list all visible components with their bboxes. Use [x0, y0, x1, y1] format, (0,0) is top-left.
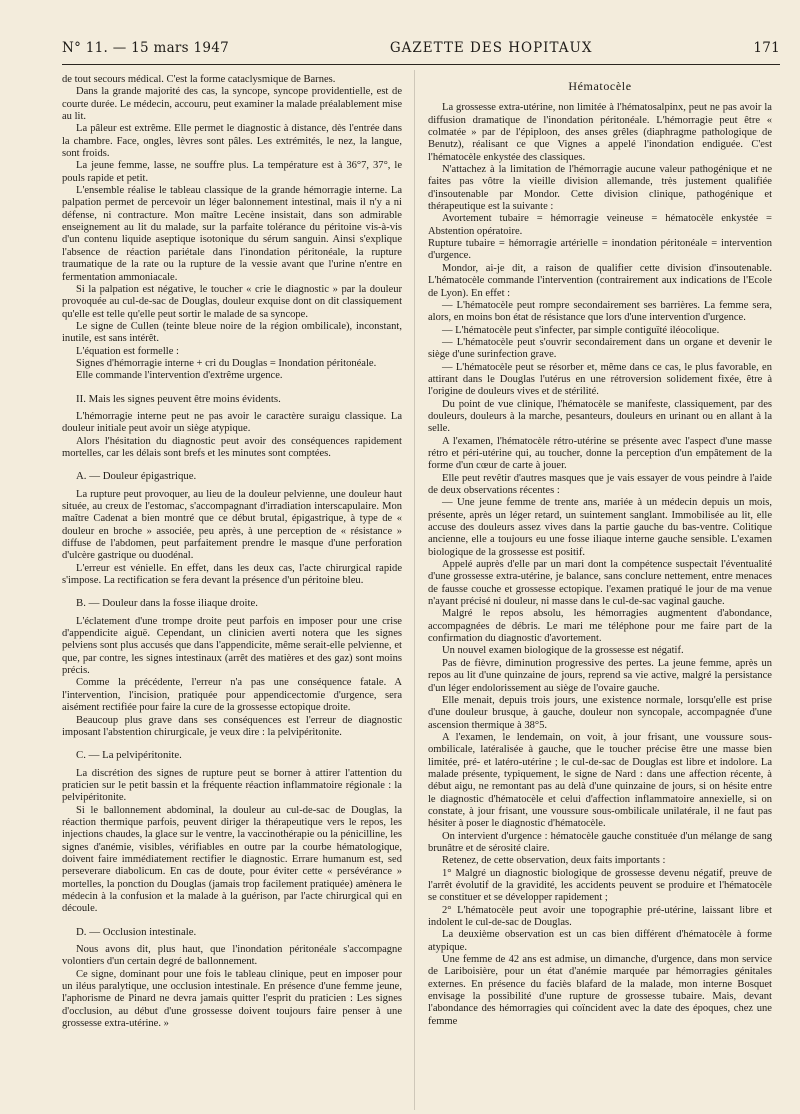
paragraph: Beaucoup plus grave dans ses conséquences est l'erreur de diagnostic imposant l'abstention chirurgicale, je veux dire : la pelvipéritonite. — [62, 714, 402, 738]
paragraph: — L'hématocèle peut se résorber et, même dans ce cas, le plus favorable, en attirant dans le Douglas l'utérus en une rétroversion solidement fixée, être à l'origine de douleurs vives et de stérilité. — [428, 361, 772, 398]
section-title: Hématocèle — [568, 79, 632, 93]
section-heading: D. — Occlusion intestinale. — [76, 925, 197, 938]
right-column — [428, 74, 772, 1028]
paragraph: La rupture peut provoquer, au lieu de la douleur pelvienne, une douleur haut située, au creux de l'estomac, s'accompagnant d'irradiation interscapulaire. Mon maître Cadenat a bien montré que ce début brutal, épigastrique, à type de « douleur en broche » associée, peu après, à une perception de « résistance » diffuse de l'abdomen, peut parfaitement prendre le masque d'une perforation d'ulcère gastrique ou duodénal. — [62, 488, 402, 562]
paragraph: Du point de vue clinique, l'hématocèle se manifeste, classiquement, par des douleurs, douleurs à la marche, pesanteurs, douleurs en urinant ou en allant à la selle. — [428, 398, 772, 435]
paragraph: N'attachez à la limitation de l'hémorragie aucune valeur pathogénique et ne faites pas vôtre la vieille division allemande, très justement qualifiée d'insoutenable par Mondor. Cette division clinique, pathogénique et thérapeutique est la suivante : — [428, 164, 772, 213]
paragraph: Comme la précédente, l'erreur n'a pas une conséquence fatale. A l'intervention, l'incision, pratiquée pour appendicectomie d'urgence, sera aisément rectifiée pour faire la cure de la grossesse ectopique droite. — [62, 677, 402, 714]
paragraph: Rupture tubaire = hémorragie artérielle = inondation péritonéale = intervention d'urgence. — [428, 238, 772, 262]
paragraph: L'ensemble réalise le tableau classique de la grande hémorragie interne. La palpation permet de percevoir un léger balonnement intestinal, mais il n'y a ni défense, ni contracture. Mon maître Lecène insistait, dans son admirable enseignement au lit du malade, sur la parfaite tolérance du péritoine vis-à-vis d'un contenu liquide aseptique isotonique du sérum sanguin. Ainsi s'explique l'absence de réaction pariétale dans l'inondation péritonéale, la rupture traumatique de la rate ou la rupture de la vessie avant que l'urine n'entre en fermentation ammoniacale. — [62, 185, 402, 283]
left-column — [62, 74, 402, 1030]
paragraph: Mondor, ai-je dit, a raison de qualifier cette division d'insoutenable. L'hématocèle commande l'intervention (contrairement aux indications de l'Ecole de Lyon). En effet : — [428, 262, 772, 299]
header-rule — [62, 64, 780, 65]
paragraph: — L'hématocèle peut s'infecter, par simple contiguïté iléocolique. — [442, 324, 720, 336]
paragraph: La grossesse extra-utérine, non limitée à l'hématosalpinx, peut ne pas avoir la diffusion dramatique de l'inondation péritonéale. L'hémorragie peut être « colmatée » par de l'épiploon, des anses grêles (diaphragme pathologique de Benutz), réalisant ce que Vignes a appelé l'inondation endiguée. C'est l'hématocèle enkystée des classiques. — [428, 102, 772, 163]
paragraph: Appelé auprès d'elle par un mari dont la compétence suspectait l'éventualité d'une grossesse extra-utérine, je balance, sans conclure nettement, entre menaces de fausse couche et grossesse ectopique. l'examen pratiqué le jour de ma venue n'ayant précisé ni douleur, ni masse dans le cul-de-sac vaginal gauche. — [428, 559, 772, 608]
paragraph: La deuxième observation est un cas bien différent d'hématocèle à forme atypique. — [428, 929, 772, 953]
issue-date: N° 11. — 15 mars 1947 — [62, 40, 230, 56]
paragraph: Un nouvel examen biologique de la grossesse est négatif. — [442, 645, 684, 657]
paragraph: Une femme de 42 ans est admise, un dimanche, d'urgence, dans mon service de Lariboisière, pour un état d'anémie marquée par hémorragies génitales externes. En présence du faciès blafard de la malade, mon interne Bosquet envisage la possibilité d'une rupture de grossesse tubaire. Mais, devant l'abondance des hémorragies qui coïncident avec la date des époques, chez une femme — [428, 954, 772, 1027]
paragraph: Avortement tubaire = hémorragie veineuse = hématocèle enkystée = Abstention opératoire. — [428, 213, 772, 237]
paragraph: L'éclatement d'une trompe droite peut parfois en imposer pour une crise d'appendicite aiguë. Cependant, un clinicien averti notera que les signes pelviens sont plus accusés que dans l'appendicite, même serait-elle pelvienne, et que, par contre, les signes intestinaux (arrêt des matières et des gaz) sont moins précis. — [62, 615, 402, 677]
paragraph: On intervient d'urgence : hématocèle gauche constituée d'un mélange de sang brunâtre et de sérosité claire. — [428, 830, 772, 854]
paragraph: Retenez, de cette observation, deux faits importants : — [442, 855, 666, 867]
paragraph: Signes d'hémorragie interne + cri du Douglas = Inondation péritonéale. — [76, 357, 377, 369]
paragraph: Alors l'hésitation du diagnostic peut avoir des conséquences rapidement mortelles, car les délais sont brefs et les minutes sont comptées. — [62, 435, 402, 459]
paragraph: A l'examen, le lendemain, on voit, à jour frisant, une voussure sous-ombilicale, latéralisée à gauche, que le toucher précise être une masse bien limitée, pré- et latéro-utérine ; le cul-de-sac de Douglas est libre et indolore. La malade présente, typiquement, le signe de Nard : dans une affection récente, à début aigu, ne remontant pas au delà d'une quinzaine de jours, si on hésite entre le diagnostic d'hématocèle et celui d'affection inflammatoire annexielle, si on constate, à jour frisant, une voussure sous-ombilicale unilatérale, il ne faut pas hésiter à poser le diagnostic d'hématocèle. — [428, 731, 772, 830]
paragraph: Dans la grande majorité des cas, la syncope, syncope providentielle, est de courte durée. Le médecin, accouru, peut examiner la malade préalablement mise au lit. — [62, 86, 402, 123]
paragraph: 2° L'hématocèle peut avoir une topographie pré-utérine, laissant libre et indolent le cul-de-sac de Douglas. — [428, 904, 772, 929]
page-header — [62, 40, 780, 64]
paragraph: Pas de fièvre, diminution progressive des pertes. La jeune femme, après un repos au lit d'une quinzaine de jours, reprend sa vie active, malgré la persistance d'un léger endolorissement au siège de l'ovaire gauche. — [428, 657, 772, 694]
paragraph: — Une jeune femme de trente ans, mariée à un médecin depuis un mois, présente, après un léger retard, un suintement sanglant. Immobilisée au lit, elle accuse des douleurs assez vives dans la partie gauche du bas-ventre. Colitique ancienne, elle a toujours eu une fosse iliaque interne gauche sensible. L'examen biologique de la grossesse est positif. — [428, 497, 772, 558]
paragraph: de tout secours médical. C'est la forme cataclysmique de Barnes. — [62, 74, 336, 85]
journal-title: GAZETTE DES HOPITAUX — [389, 40, 593, 56]
paragraph: Nous avons dit, plus haut, que l'inondation péritonéale s'accompagne volontiers d'un certain degré de ballonnement. — [62, 944, 402, 968]
page-number: 171 — [753, 40, 780, 56]
paragraph: Malgré le repos absolu, les hémorragies augmentent d'abondance, accompagnées de débris. Le mari me téléphone pour me faire part de la confirmation du diagnostic d'avortement. — [428, 608, 772, 645]
paragraph: L'équation est formelle : — [76, 345, 179, 357]
paragraph: La discrétion des signes de rupture peut se borner à attirer l'attention du praticien sur le petit bassin et la fréquente réaction inflammatoire régionale : la pelvipéritonite. — [62, 767, 402, 804]
paragraph: 1° Malgré un diagnostic biologique de grossesse devenu négatif, preuve de l'arrêt évolutif de la gravidité, les accidents peuvent se produire et l'hématocèle se constituer et se développer rapidement ; — [428, 867, 772, 904]
paragraph: — L'hématocèle peut s'ouvrir secondairement dans un organe et devenir le siège d'une surinfection grave. — [428, 336, 772, 361]
section-heading: C. — La pelvipéritonite. — [76, 749, 182, 762]
paragraph: Si la palpation est négative, le toucher « crie le diagnostic » par la douleur provoquée au cul-de-sac de Douglas, douleur exquise dont on dit classiquement qu'elle est telle qu'elle peut sortir le malade de sa syncope. — [62, 283, 402, 320]
paragraph: Si le ballonnement abdominal, la douleur au cul-de-sac de Douglas, la réaction thermique parfois, peuvent diriger la thérapeutique vers le repos, les injections chaudes, la glace sur le ventre, la vaccinothérapie ou la pénicilline, les signes d'anémie, visibles, vérifiables en outre par la courbe hématologique, doivent faire immédiatement rectifier le diagnostic. Errare humanum est, sed perseverare diabolicum. En cas de doute, pour éviter cette « persévérance » mortelles, la ponction du Douglas (jamais trop facilement pratiquée) amènera le médecin à la confusion et la malade à la guérison, par l'acte chirurgical qui en découle. — [62, 804, 402, 915]
column-gutter — [414, 70, 415, 1110]
paragraph: Elle peut revêtir d'autres masques que je vais essayer de vous peindre à l'aide de deux observations récentes : — [428, 472, 772, 496]
section-heading: B. — Douleur dans la fosse iliaque droite. — [76, 597, 259, 610]
paragraph: La jeune femme, lasse, ne souffre plus. La température est à 36°7, 37°, le pouls rapide et petit. — [62, 160, 402, 184]
paragraph: — L'hématocèle peut rompre secondairement ses barrières. La femme sera, alors, en moins bon état de résistance que lors d'une intervention d'urgence. — [428, 299, 772, 324]
section-heading: A. — Douleur épigastrique. — [76, 470, 197, 483]
paragraph: Ce signe, dominant pour une fois le tableau clinique, peut en imposer pour un iléus paralytique, une occlusion intestinale. En présence d'une femme jeune, l'aphorisme de Pinard ne devra jamais quitter l'esprit du praticien : Les signes d'occlusion, au début d'une grossesse doivent toujours faire penser à une grossesse extra-utérine. » — [62, 968, 402, 1030]
paragraph: La pâleur est extrême. Elle permet le diagnostic à distance, dès l'entrée dans la chambre. Face, ongles, lèvres sont pâles. Les extrémités, le nez, la langue, sont froids. — [62, 123, 402, 160]
paragraph: Elle commande l'intervention d'extrême urgence. — [76, 370, 283, 382]
paragraph: Le signe de Cullen (teinte bleue noire de la région ombilicale), inconstant, inutile, est sans intérêt. — [62, 320, 402, 345]
paragraph: L'hémorragie interne peut ne pas avoir le caractère suraigu classique. La douleur initiale peut avoir un siège atypique. — [62, 410, 402, 435]
paragraph: Elle menait, depuis trois jours, une existence normale, lorsqu'elle est prise d'une douleur brusque, à gauche, douleur non syncopale, accompagnée d'une ascension thermique à 38°5. — [428, 694, 772, 731]
section-heading: II. Mais les signes peuvent être moins évidents. — [76, 392, 281, 405]
paragraph: L'erreur est vénielle. En effet, dans les deux cas, l'acte chirurgical rapide s'impose. La rectification se fera devant la présence d'un péritoine bleu. — [62, 562, 402, 587]
paragraph: A l'examen, l'hématocèle rétro-utérine se présente avec l'aspect d'une masse rétro et péri-utérine qui, au toucher, donne la perception d'un empâtement de la forme d'un cœur de carte à jouer. — [428, 435, 772, 472]
